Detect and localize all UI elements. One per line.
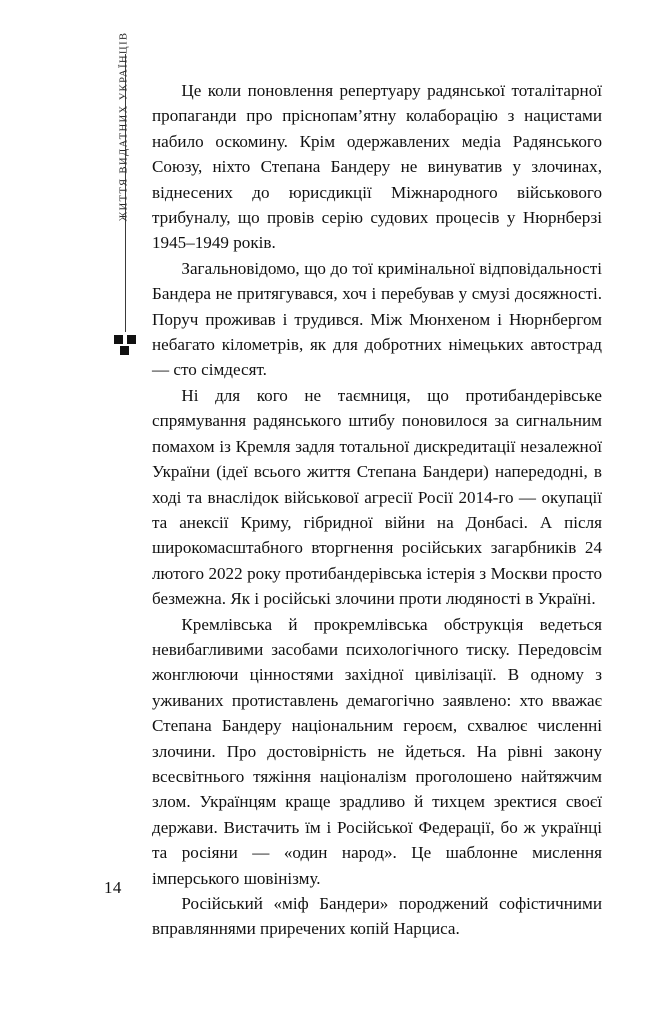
page-number: 14 <box>104 878 122 897</box>
paragraph: Це коли поновлення репертуару радянської тоталітарної пропаганди про пріснопам’ятну колаборацію з нацистами набило оскомину. Крім одержавлених медіа Радянського Союзу, ніхто Степана Бандеру не винуватив у злочинах, віднесених до юрисдикції Міжнародного військового трибуналу, що провів серію судових процесів у Нюрнберзі 1945–1949 років. <box>152 81 602 253</box>
paragraph: Загальновідомо, що до тої кримінальної відповідальності Бандера не притягувався, хоч і перебував у смузі досяжності. Поруч проживав і трудився. Між Мюнхеном і Нюрнбергом небагато кілометрів, як для добротних німецьких автострад — сто сімдесят. <box>152 258 602 380</box>
ornament-square-bottom <box>119 345 130 356</box>
body-text <box>152 78 602 942</box>
paragraph: Кремлівська й прокремлівська обструкція ведеться невибагливими засобами психологічного тиску. Передовсім жонглюючи цінностями західної цивілізації. В одному з уживаних протиставлень демагогічно заявлено: хто вважає Степана Бандеру національним героєм, схвалює численні злочини. Про достовірність не йдеться. На рівні закону всесвітнього тяжіння націоналізм проголошено найтяжчим злом. Українцям краще зрадливо й тихцем зректися своєї держави. Вистачить їм і Російської Федерації, бо ж українці та росіяни — «один народ». Це шаблонне мислення імперського шовінізму. <box>152 614 602 888</box>
series-title: ЖИТТЯ ВИДАТНИХ УКРАЇНЦІВ <box>118 31 130 222</box>
three-squares-ornament <box>113 334 141 356</box>
ornament-square-top-left <box>113 334 124 345</box>
ornament-square-top-right <box>126 334 137 345</box>
running-head-rail <box>96 31 140 354</box>
paragraph: Російський «міф Бандери» породжений софістичними вправляннями приречених копій Нарциса. <box>152 894 602 939</box>
paragraph: Ні для кого не таємниця, що протибандерівське спрямування радянського штибу поновилося за сигнальним помахом із Кремля задля тотальної дискредитації незалежної України (ідеї всього життя Степана Бандери) напередодні, в ході та внаслідок військової агресії Росії 2014-го — окупації та анексії Криму, гібридної війни на Донбасі. А після широкомасштабного вторгнення російських загарбників 24 лютого 2022 року протибандерівська істерія з Москви просто безмежна. Як і російські злочини проти людяності в Україні. <box>152 385 602 609</box>
